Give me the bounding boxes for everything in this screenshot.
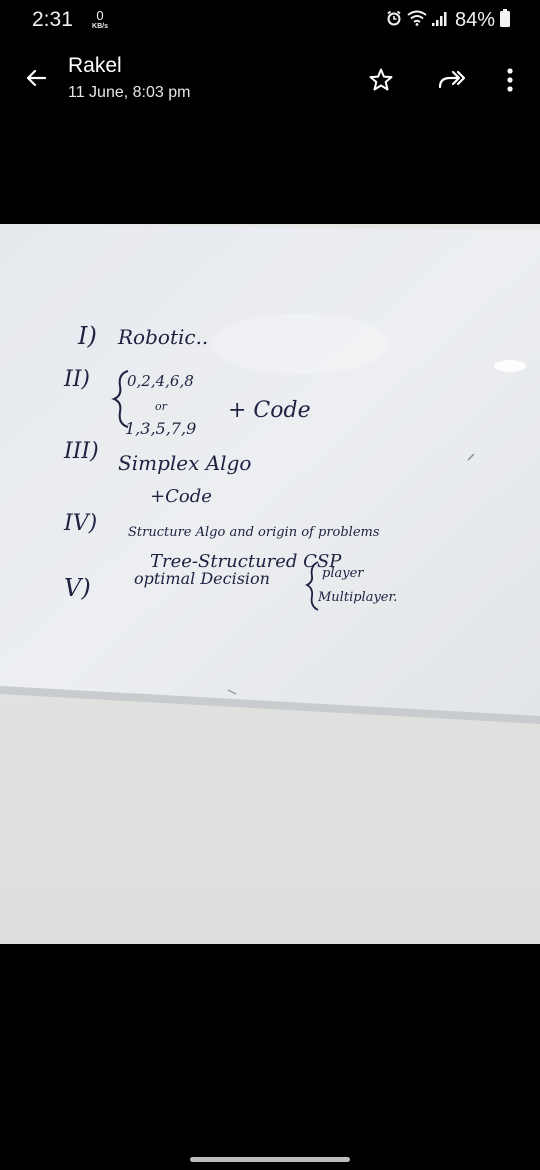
star-icon bbox=[368, 67, 394, 93]
note-simplex: Simplex Algo bbox=[118, 451, 252, 475]
back-arrow-icon bbox=[24, 66, 48, 90]
network-speed-unit: KB/s bbox=[92, 23, 108, 30]
note-numeral-5: V) bbox=[64, 574, 91, 602]
battery-icon bbox=[500, 9, 510, 32]
status-icons bbox=[386, 9, 510, 31]
status-bar bbox=[0, 0, 540, 42]
photo-viewer[interactable] bbox=[0, 224, 540, 944]
more-options-button[interactable] bbox=[492, 62, 528, 98]
network-speed-value: 0 bbox=[96, 8, 104, 23]
star-button[interactable] bbox=[363, 62, 399, 98]
note-numeral-4: IV) bbox=[64, 511, 98, 536]
network-speed bbox=[88, 9, 112, 30]
app-header bbox=[0, 42, 540, 118]
note-even-digits: 0,2,4,6,8 bbox=[127, 372, 194, 390]
back-button[interactable] bbox=[18, 60, 54, 96]
note-or: or bbox=[155, 400, 167, 413]
note-robotic: Robotic.. bbox=[118, 325, 209, 349]
note-optimal-decision: optimal Decision bbox=[134, 569, 270, 588]
light-glare bbox=[494, 360, 526, 372]
note-odd-digits: 1,3,5,7,9 bbox=[125, 419, 197, 438]
note-multiplayer: Multiplayer. bbox=[318, 590, 398, 605]
note-numeral-1: I) bbox=[78, 322, 97, 350]
note-numeral-3: III) bbox=[64, 439, 99, 464]
note-simplex-code: +Code bbox=[150, 486, 212, 507]
whiteboard-photo bbox=[0, 224, 540, 944]
forward-icon bbox=[437, 67, 467, 93]
note-player: player bbox=[322, 566, 364, 581]
sender-name: Rakel bbox=[68, 54, 122, 77]
note-plus-code: + Code bbox=[228, 398, 311, 423]
whiteboard bbox=[0, 224, 540, 716]
light-glare bbox=[210, 314, 390, 374]
note-numeral-2: II) bbox=[64, 367, 90, 392]
clock: 2:31 bbox=[32, 8, 73, 31]
sent-date: 11 June, 8:03 pm bbox=[68, 84, 191, 101]
signal-icon bbox=[432, 10, 450, 31]
more-vert-icon bbox=[506, 67, 514, 93]
home-indicator[interactable] bbox=[190, 1157, 350, 1162]
forward-button[interactable] bbox=[434, 62, 470, 98]
alarm-icon bbox=[386, 10, 402, 31]
battery-percent: 84% bbox=[454, 8, 495, 31]
wifi-icon bbox=[407, 10, 427, 31]
note-tree-csp: Tree-Structured CSP bbox=[150, 551, 342, 572]
note-structure-algo: Structure Algo and origin of problems bbox=[128, 525, 380, 540]
